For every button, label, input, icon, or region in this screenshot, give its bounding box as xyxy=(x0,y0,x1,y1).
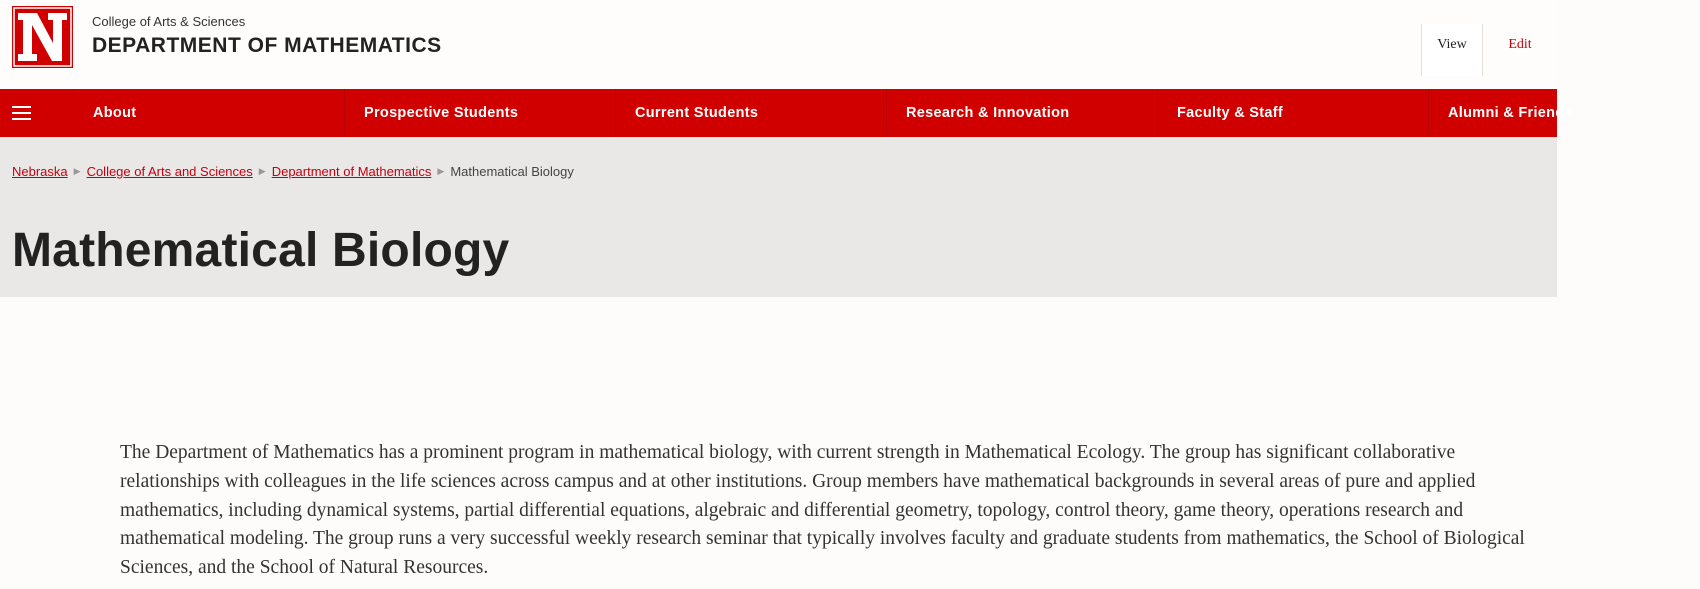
breadcrumb-link-college[interactable]: College of Arts and Sciences xyxy=(86,164,253,179)
hamburger-menu-icon-bar xyxy=(12,112,31,114)
nav-item-prospective-students[interactable]: Prospective Students xyxy=(345,89,616,137)
breadcrumb xyxy=(12,164,574,179)
breadcrumb-link-nebraska[interactable]: Nebraska xyxy=(12,164,68,179)
breadcrumb-separator-icon: ▶ xyxy=(73,166,81,176)
breadcrumb-separator-icon: ▶ xyxy=(437,166,445,176)
intro-paragraph: The Department of Mathematics has a prominent program in mathematical biology, with current strength in Mathematical Ecology. The group has significant collaborative relationships with colleagues in the life sciences across campus and at other institutions. Group members have mathematical backgrounds in several areas of pure and applied mathematics, including dynamical systems, partial differential equations, algebraic and differential geometry, topology, control theory, game theory, operations research and mathematical modeling. The group runs a very successful weekly research seminar that typically involves faculty and graduate students from mathematics, the School of Biological Sciences, and the School of Natural Resources. xyxy=(120,442,1525,579)
site-header xyxy=(0,0,1557,89)
college-name[interactable]: College of Arts & Sciences xyxy=(92,14,246,29)
breadcrumb-separator-icon: ▶ xyxy=(258,166,266,176)
nav-item-faculty-staff[interactable]: Faculty & Staff xyxy=(1158,89,1429,137)
nav-item-about[interactable]: About xyxy=(74,89,345,137)
nebraska-n-logo[interactable] xyxy=(12,6,73,68)
nav-item-alumni-friends[interactable]: Alumni & Friends xyxy=(1448,105,1573,121)
department-name[interactable]: DEPARTMENT OF MATHEMATICS xyxy=(92,34,442,57)
breadcrumb-link-department[interactable]: Department of Mathematics xyxy=(271,164,432,179)
menu-button[interactable] xyxy=(0,89,74,137)
page-hero xyxy=(0,137,1557,297)
edit-tab[interactable] xyxy=(1497,24,1543,76)
edit-tab-label: Edit xyxy=(1508,37,1532,52)
view-tab[interactable] xyxy=(1421,24,1483,76)
hamburger-menu-icon xyxy=(12,106,31,108)
page-title: Mathematical Biology xyxy=(12,224,510,277)
view-tab-label: View xyxy=(1437,37,1467,52)
breadcrumb-current: Mathematical Biology xyxy=(450,164,574,179)
main-navigation xyxy=(0,89,1573,137)
hamburger-menu-icon-bar xyxy=(12,118,31,120)
nav-item-current-students[interactable]: Current Students xyxy=(616,89,887,137)
nav-item-research-innovation[interactable]: Research & Innovation xyxy=(887,89,1158,137)
